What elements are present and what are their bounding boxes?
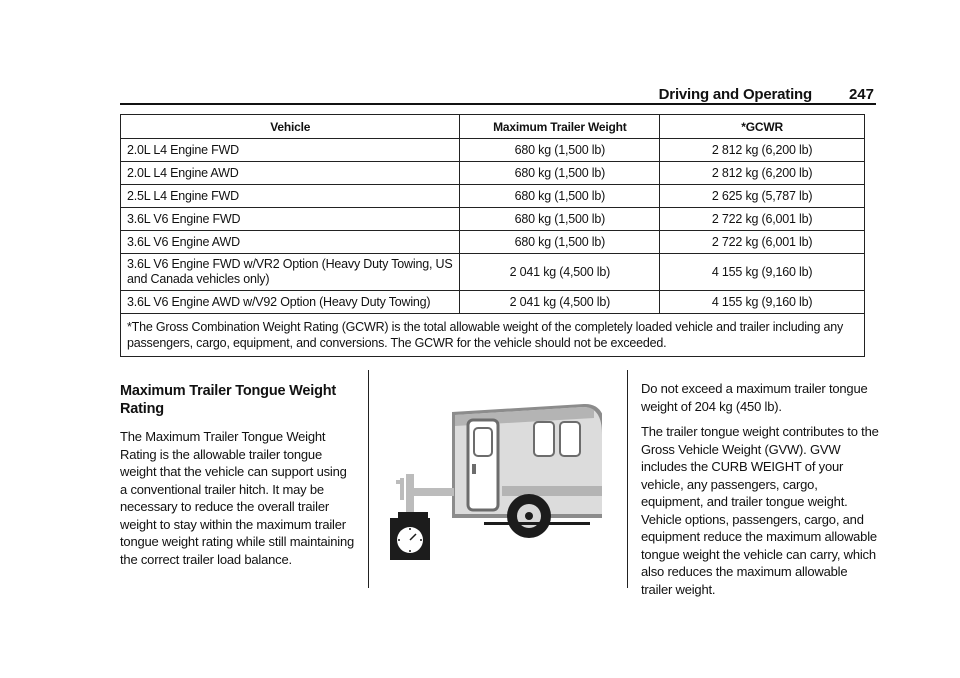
table-row — [121, 231, 865, 254]
table-row — [121, 291, 865, 314]
column-divider — [627, 370, 628, 588]
trailer-on-scale-icon — [384, 394, 602, 576]
section-heading: Maximum Trailer Tongue Weight Rating — [120, 383, 337, 417]
header-rule — [120, 103, 876, 105]
vehicle-cell: 2.0L L4 Engine FWD — [121, 139, 460, 162]
column-divider — [368, 370, 369, 588]
max-trailer-weight-cell: 2 041 kg (4,500 lb) — [460, 254, 660, 291]
vehicle-cell: 3.6L V6 Engine AWD w/V92 Option (Heavy Duty Towing) — [121, 291, 460, 314]
gcwr-cell: 2 812 kg (6,200 lb) — [660, 139, 865, 162]
right-column — [641, 380, 881, 606]
vehicle-cell: 3.6L V6 Engine FWD — [121, 208, 460, 231]
gcwr-cell: 2 722 kg (6,001 lb) — [660, 208, 865, 231]
section-title: Driving and Operating — [658, 86, 812, 103]
trailer-weight-table — [120, 114, 865, 357]
page-header — [120, 80, 874, 104]
column-header-vehicle: Vehicle — [121, 115, 460, 139]
gcwr-cell: 2 722 kg (6,001 lb) — [660, 231, 865, 254]
vehicle-cell: 3.6L V6 Engine FWD w/VR2 Option (Heavy Duty Towing, US and Canada vehicles only) — [121, 254, 460, 291]
max-trailer-weight-cell: 680 kg (1,500 lb) — [460, 185, 660, 208]
left-column — [120, 383, 356, 568]
gcwr-cell: 2 625 kg (5,787 lb) — [660, 185, 865, 208]
table-footnote-row — [121, 314, 865, 357]
table-header-row — [121, 115, 865, 139]
max-trailer-weight-cell: 2 041 kg (4,500 lb) — [460, 291, 660, 314]
max-trailer-weight-cell: 680 kg (1,500 lb) — [460, 208, 660, 231]
column-header-gcwr: *GCWR — [660, 115, 865, 139]
table-row — [121, 208, 865, 231]
body-paragraph: The trailer tongue weight contributes to the Gross Vehicle Weight (GVW). GVW includes the CURB WEIGHT of your vehicle, any passengers, cargo, equipment, and trailer tongue weight. Vehicle options, passengers, cargo, and equipment reduce the maximum allowable tongue weight the vehicle can carry, which also reduces the maximum allowable trailer weight. — [641, 424, 879, 597]
gcwr-cell: 2 812 kg (6,200 lb) — [660, 162, 865, 185]
gcwr-cell: 4 155 kg (9,160 lb) — [660, 254, 865, 291]
vehicle-cell: 3.6L V6 Engine AWD — [121, 231, 460, 254]
max-trailer-weight-cell: 680 kg (1,500 lb) — [460, 231, 660, 254]
table-row — [121, 254, 865, 291]
vehicle-cell: 2.0L L4 Engine AWD — [121, 162, 460, 185]
column-header-max-trailer-weight: Maximum Trailer Weight — [460, 115, 660, 139]
vehicle-cell: 2.5L L4 Engine FWD — [121, 185, 460, 208]
page-number: 247 — [848, 86, 874, 103]
body-paragraph: Do not exceed a maximum trailer tongue weight of 204 kg (450 lb). — [641, 381, 868, 414]
gcwr-footnote: *The Gross Combination Weight Rating (GCWR) is the total allowable weight of the completely loaded vehicle and trailer including any passengers, cargo, equipment, and conversions. The GCWR for the vehicle should not be exceeded. — [121, 314, 865, 357]
gcwr-cell: 4 155 kg (9,160 lb) — [660, 291, 865, 314]
table-row — [121, 185, 865, 208]
max-trailer-weight-cell: 680 kg (1,500 lb) — [460, 162, 660, 185]
max-trailer-weight-cell: 680 kg (1,500 lb) — [460, 139, 660, 162]
table-row — [121, 139, 865, 162]
body-paragraph: The Maximum Trailer Tongue Weight Rating is the allowable trailer tongue weight that the vehicle can support using a conventional trailer hitch. It may be necessary to reduce the overall trailer weight to stay within the maximum trailer tongue weight rating while still maintaining the correct trailer load balance. — [120, 429, 355, 567]
table-row — [121, 162, 865, 185]
